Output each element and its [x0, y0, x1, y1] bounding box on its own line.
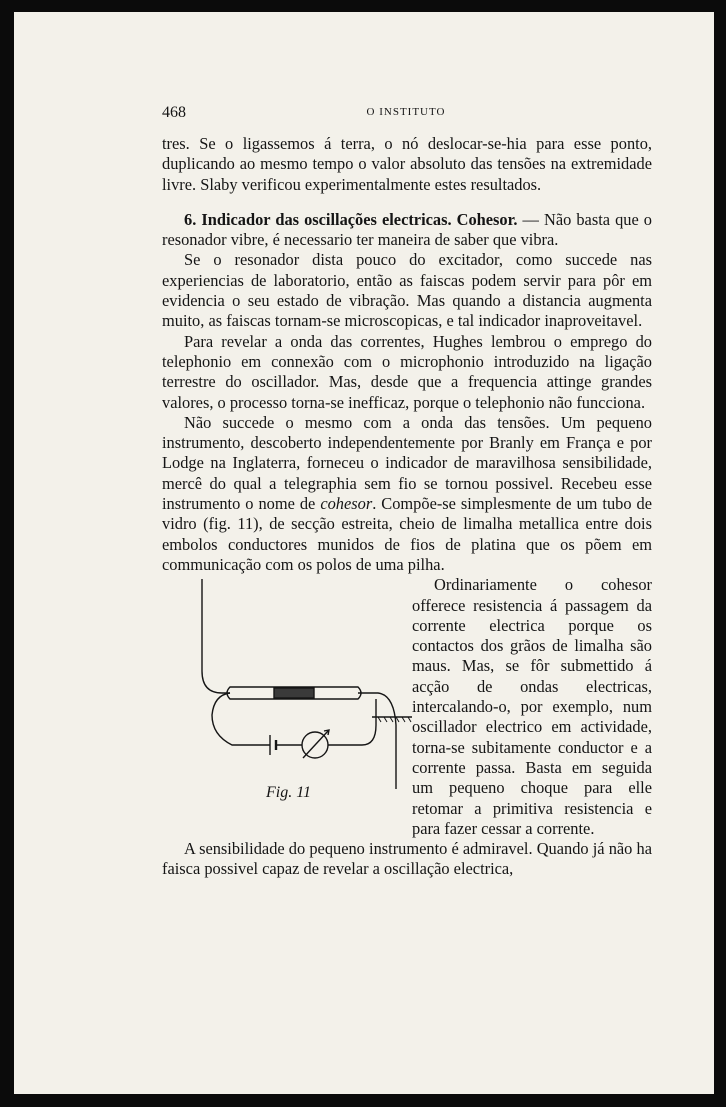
- running-title: O INSTITUTO: [366, 106, 446, 118]
- page-body: [162, 134, 652, 880]
- section-title: Indicador das oscillações electricas. Cohesor.: [201, 209, 518, 229]
- paragraph-hughes: Para revelar a onda das correntes, Hughes lembrou o emprego do telephonio em connexão com o microphonio introduzido na ligação terrestre do oscillador. Mas, desde que a frequencia attinge grandes valores, o processo torna-se inefficaz, porque o telephonio não funcciona.: [162, 331, 652, 412]
- antenna-wire: [202, 579, 230, 693]
- figure-caption: Fig. 11: [266, 784, 312, 802]
- section-lead-text: — Não basta que o resonador vibre, é necessario ter maneira de saber que vibra.: [162, 209, 652, 250]
- paragraph-cohesor-intro: [162, 413, 652, 575]
- book-page: [14, 12, 714, 1094]
- ground-hatching: [378, 717, 411, 722]
- page-number: 468: [162, 104, 186, 121]
- circuit-left: [212, 693, 270, 745]
- paragraph-resistencia: Ordinariamente o cohesor offerece resistencia á passagem da corrente electrica porque os contactos dos grãos de limalha são maus. Mas, se fôr submettido á acção de ondas electricas, intercalando-o, por exemplo, num oscillador electrico em actividade, torna-se subitamente conductor e a corrente passa. Basta em seguida um pequeno choque para elle retomar a primitiva resistencia e para fazer cessar a corrente.: [412, 575, 652, 838]
- term-cohesor: cohesor: [320, 494, 373, 514]
- section-number: 6.: [184, 209, 197, 229]
- paragraph-cohesor-part1: Não succede o mesmo com a onda das tensões. Um pequeno instrumento, descoberto independentemente por Branly em França e por Lodge na Inglaterra, forneceu o indicador de maravilhosa sensibilidade, mercê do qual a telegraphia sem fio se tornou possivel. Recebeu esse instrumento o nome de: [162, 412, 652, 514]
- metal-filings: [274, 688, 314, 698]
- page-header: [162, 104, 650, 126]
- paragraph-sensibilidade: A sensibilidade do pequeno instrumento é admiravel. Quando já não ha faisca possivel capaz de revelar a oscillação electrica,: [162, 839, 652, 879]
- section-paragraph: [162, 210, 652, 251]
- paragraph-cohesor-part2: . Compõe-se simplesmente de um tubo de vidro (fig. 11), de secção estreita, cheio de limalha metallica entre dois embolos conductores munidos de fios de platina que os põem em communicação com os polos de uma pilha.: [162, 494, 653, 574]
- paragraph-continuation: tres. Se o ligassemos á terra, o nó deslocar-se-hia para esse ponto, duplicando ao mesmo tempo o valor absoluto das tensões na extremidade livre. Slaby verificou experimentalmente estes resultados.: [162, 134, 652, 194]
- figure-11: [162, 575, 412, 837]
- circuit-right: [358, 693, 396, 785]
- paragraph-faiscas: Se o resonador dista pouco do excitador, como succede nas experiencias de laboratorio, então as faiscas podem servir para pôr em evidencia o seu estado de vibração. Mas quando a distancia augmenta muito, as faiscas tornam-se microscopicas, e tal indicador inaproveitavel.: [162, 250, 652, 331]
- circuit-return: [362, 699, 376, 745]
